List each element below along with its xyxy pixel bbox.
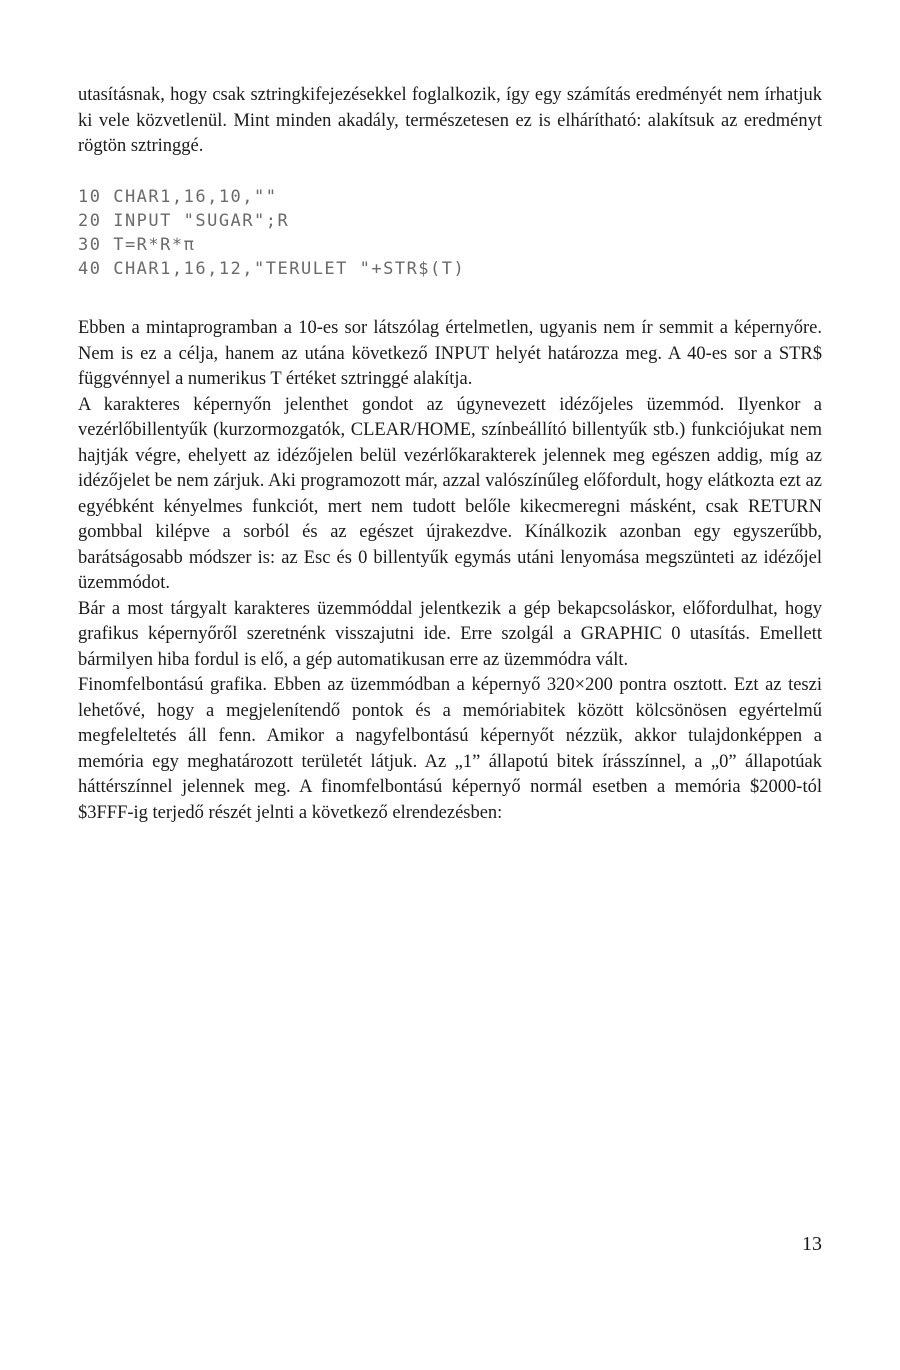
intro-paragraph: utasításnak, hogy csak sztringkifejezésekkel foglalkozik, így egy számítás eredményét nem írhatjuk ki vele közvetlenül. Mint minden akadály, természetesen ez is elhárítható: alakítsuk az eredményt rögtön sztringgé. xyxy=(78,85,822,156)
paragraph-graphic-0: Bár a most tárgyalt karakteres üzemmóddal jelentkezik a gép bekapcsoláskor, előfordulhat, hogy grafikus képernyőről szeretnénk visszajutni ide. Erre szolgál a GRAPHIC 0 utasítás. Emellett bármilyen hiba fordul is elő, a gép automatikusan erre az üzemmódra vált. xyxy=(78,598,822,670)
body-text xyxy=(78,316,822,826)
paragraph-program-explanation: Ebben a mintaprogramban a 10-es sor látszólag értelmetlen, ugyanis nem ír semmit a képernyőre. Nem is ez a célja, hanem az utána következő INPUT helyét határozza meg. A 40-es sor a STR$ függvénnyel a numerikus T értéket sztringgé alakítja. xyxy=(78,318,822,389)
paragraph-quote-mode: A karakteres képernyőn jelenthet gondot az úgynevezett idézőjeles üzemmód. Ilyenkor a vezérlőbillentyűk (kurzormozgatók, CLEAR/HOME, színbeállító billentyűk stb.) funkciójukat nem hajtják végre, ehelyett az idézőjelen belül vezérlőkarakterek jelennek meg egészen addig, míg az idézőjelet be nem zárjuk. Aki programozott már, azzal valószínűleg előfordult, hogy elátkozta ezt az egyébként kényelmes funkciót, mert nem tudott belőle kikecmeregni másként, csak RETURN gombbal kilépve a sorból és az egészet újrakezdve. Kínálkozik azonban egy egyszerűbb, barátságosabb módszer is: az Esc és 0 billentyűk egymás utáni lenyomása megszünteti az idézőjel üzemmódot. xyxy=(78,394,822,593)
code-line-30: 30 T=R*R*π xyxy=(78,235,196,255)
page-number: 13 xyxy=(802,1233,822,1255)
code-listing xyxy=(78,185,822,281)
code-line-20: 20 INPUT "SUGAR";R xyxy=(78,211,290,231)
paragraph-high-resolution-graphics: Finomfelbontású grafika. Ebben az üzemmódban a képernyő 320×200 pontra osztott. Ezt az teszi lehetővé, hogy a megjelenítendő pontok és a memóriabitek között kölcsönösen egyértelmű megfeleltetés áll fenn. Amikor a nagyfelbontású képernyőt nézzük, akkor tulajdonképpen a memória egy meghatározott területét látjuk. Az „1” állapotú bitek írásszínnel, a „0” állapotúak háttérszínnel jelennek meg. A finomfelbontású képernyő normál esetben a memória $2000-tól $3FFF-ig terjedő részét jelnti a következő elrendezésben: xyxy=(78,675,822,823)
code-line-40: 40 CHAR1,16,12,"TERULET "+STR$(T) xyxy=(78,259,466,279)
code-line-10: 10 CHAR1,16,10,"" xyxy=(78,187,278,207)
